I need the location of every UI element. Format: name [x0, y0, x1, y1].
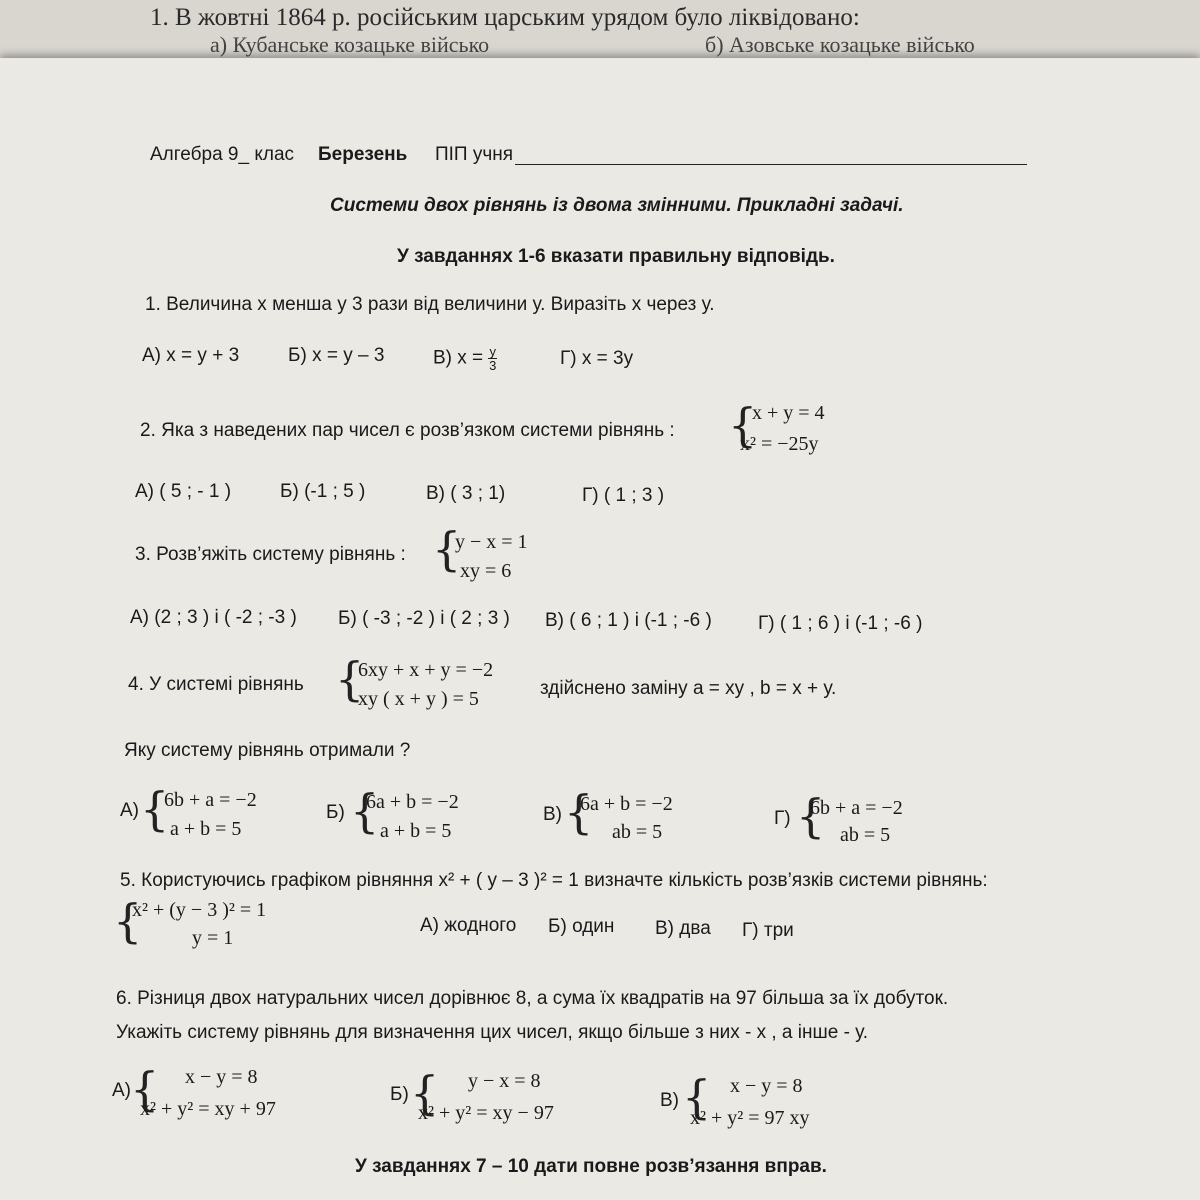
- q1-fraction: [488, 345, 497, 372]
- q1-option-d: Г) х = 3у: [560, 348, 634, 369]
- q4-option-a-label: А): [120, 800, 139, 821]
- history-question: 1. В жовтні 1864 р. російським царським урядом було ліквідовано:: [150, 4, 860, 31]
- q2-option-d: Г) ( 1 ; 3 ): [582, 485, 665, 506]
- instruction-7-10: У завданнях 7 – 10 дати повне розв’язання вправ.: [355, 1156, 827, 1177]
- q2-system-brace: {: [728, 398, 758, 452]
- q4-question: Яку систему рівнянь отримали ?: [124, 740, 411, 761]
- q4-substitution: здійснено заміну а = ху , b = х + у.: [540, 678, 837, 699]
- q4-option-b-brace: {: [350, 784, 380, 838]
- q6-option-c-brace: {: [682, 1070, 712, 1124]
- q4-equation-2: xy ( x + y ) = 5: [358, 688, 479, 710]
- q3-system-brace: {: [432, 522, 462, 576]
- q6-option-c-label: В): [660, 1090, 679, 1111]
- q4-option-d-brace: {: [796, 789, 826, 843]
- q3-equation-1: y − x = 1: [455, 531, 528, 553]
- q4-option-b-eq2: a + b = 5: [380, 820, 452, 842]
- q1-fraction-numerator: у: [489, 344, 496, 359]
- q1-fraction-denominator: 3: [489, 358, 497, 373]
- q6-option-c-eq1: x − y = 8: [730, 1075, 803, 1097]
- page-title: Системи двох рівнянь із двома змінними. Прикладні задачі.: [330, 195, 904, 216]
- q4-equation-1: 6xy + x + y = −2: [358, 659, 494, 681]
- month-label: Березень: [318, 144, 408, 165]
- q5-option-a: А) жодного: [420, 915, 517, 936]
- q2-option-a: А) ( 5 ; - 1 ): [135, 481, 232, 502]
- student-name-label: ПІП учня: [435, 144, 514, 165]
- q4-text: 4. У системі рівнянь: [128, 674, 304, 695]
- q6-line-2: Укажіть систему рівнянь для визначення цих чисел, якщо більше з них - х , а інше - у.: [116, 1022, 869, 1043]
- q1-option-a: А) х = у + 3: [142, 345, 240, 366]
- q5-equation-1: x² + (y − 3 )² = 1: [132, 899, 267, 921]
- q4-option-c-eq2: ab = 5: [612, 821, 663, 843]
- q3-option-c: В) ( 6 ; 1 ) і (-1 ; -6 ): [545, 610, 712, 631]
- q5-option-d: Г) три: [742, 920, 794, 941]
- q6-option-b-brace: {: [410, 1066, 440, 1120]
- q1-option-c-prefix: В) х =: [433, 347, 484, 369]
- q6-option-c-eq2: x² + y² = 97 xy: [690, 1107, 810, 1129]
- q5-option-b: Б) один: [548, 916, 615, 937]
- q6-option-b-eq1: y − x = 8: [468, 1070, 541, 1092]
- q4-option-c-brace: {: [564, 785, 594, 839]
- q6-option-a-label: А): [112, 1080, 131, 1101]
- q1-option-b: Б) х = у – 3: [288, 345, 385, 366]
- q6-option-a-eq1: x − y = 8: [185, 1066, 258, 1088]
- q5-equation-2: y = 1: [192, 927, 234, 949]
- q3-option-a: А) (2 ; 3 ) і ( -2 ; -3 ): [130, 607, 297, 628]
- q2-option-c: В) ( 3 ; 1): [426, 483, 506, 504]
- q6-option-b-eq2: x² + y² = xy − 97: [418, 1102, 554, 1124]
- q2-text: 2. Яка з наведених пар чисел є розв’язком системи рівнянь :: [140, 420, 675, 441]
- q5-option-c: В) два: [655, 918, 711, 939]
- q4-system-brace: {: [335, 652, 365, 706]
- q4-option-a-brace: {: [140, 782, 170, 836]
- q3-option-d: Г) ( 1 ; 6 ) і (-1 ; -6 ): [758, 613, 923, 634]
- q6-option-a-brace: {: [130, 1062, 160, 1116]
- q2-equation-1: x + y = 4: [752, 402, 825, 424]
- q4-option-c-eq1: 6a + b = −2: [580, 793, 673, 815]
- q5-text: 5. Користуючись графіком рівняння х² + ( у – 3 )² = 1 визначте кількість розв’язків системи рівнянь:: [120, 870, 988, 891]
- q4-option-b-eq1: 6a + b = −2: [366, 791, 459, 813]
- q1-text: 1. Величина х менша у 3 рази від величини у. Виразіть х через у.: [145, 294, 715, 315]
- q1-option-c: [433, 345, 497, 372]
- q6-option-a-eq2: x² + y² = xy + 97: [140, 1098, 276, 1120]
- q4-option-d-eq2: ab = 5: [840, 824, 891, 846]
- history-option-b: б) Азовське козацьке військо: [705, 32, 975, 57]
- q4-option-c-label: В): [543, 804, 562, 825]
- subject-label: Алгебра 9_ клас: [150, 144, 295, 165]
- student-name-line: [515, 164, 1027, 165]
- q6-line-1: 6. Різниця двох натуральних чисел дорівнює 8, а сума їх квадратів на 97 більша за їх добуток.: [116, 988, 949, 1009]
- q6-option-b-label: Б): [390, 1084, 409, 1105]
- q3-text: 3. Розв’яжіть систему рівнянь :: [135, 544, 406, 565]
- q2-option-b: Б) (-1 ; 5 ): [280, 481, 366, 502]
- q3-equation-2: xy = 6: [460, 560, 512, 582]
- q4-option-a-eq1: 6b + a = −2: [164, 789, 257, 811]
- instruction-1-6: У завданнях 1-6 вказати правильну відповідь.: [397, 246, 835, 267]
- q4-option-d-eq1: 6b + a = −2: [810, 797, 903, 819]
- q5-system-brace: {: [113, 894, 143, 948]
- q4-option-a-eq2: a + b = 5: [170, 818, 242, 840]
- q3-option-b: Б) ( -3 ; -2 ) і ( 2 ; 3 ): [338, 608, 510, 629]
- q2-equation-2: x² = −25y: [740, 433, 819, 455]
- q4-option-d-label: Г): [774, 808, 791, 829]
- history-option-a: а) Кубанське козацьке військо: [210, 32, 490, 57]
- test-sheet: [0, 58, 1200, 1200]
- q4-option-b-label: Б): [326, 802, 345, 823]
